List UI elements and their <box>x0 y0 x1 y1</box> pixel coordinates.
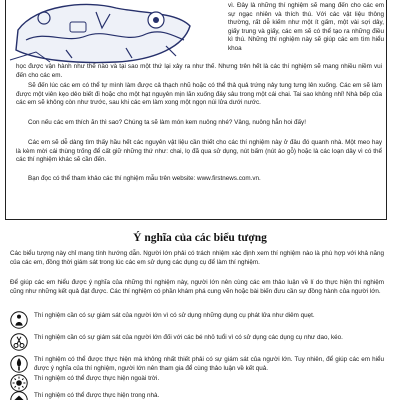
intro-text-right: vì. Đây là những thí nghiệm sẽ mang đến cho các em sự ngạc nhiên và thích thú. Với các vật liệu thông thường, rất dễ kiếm như một ít gấm, một vài sợi dây, giấy trung và giấy, các em sẽ có thể tạo ra những điều kì thú. Những thí nghiệm này sẽ giúp các em tìm hiểu khoa <box>228 2 384 52</box>
symbol-text-flame: Thí nghiệm có thể được thực hiện mà không nhất thiết phải có sự giám sát của người lớn. Tuy nhiên, để giúp các em hiểu được ý nghĩa của thí nghiệm, người lớn nên tham gia để cùng thảo luận về kết quả. <box>34 356 384 372</box>
intro-text-continued: học được vận hành như thế nào và tại sao một thứ lại xảy ra như thế. Nhưng trên hết là các thí nghiệm sẽ mang nhiều niềm vui đến cho các em. <box>16 63 382 79</box>
section-paragraph-1: Các biểu tượng này chỉ mang tính hướng dẫn. Người lớn phải có trách nhiệm xác định xem thí nghiệm nào là phù hợp với khả năng của các em, đồng thời giám sát trong lúc các em sử dụng các dụng cụ để làm thí nghiệm. <box>10 250 384 266</box>
section-title: Ý nghĩa của các biểu tượng <box>133 232 267 244</box>
symbol-row-house <box>8 391 386 400</box>
paragraph-ice-cream: Con nếu các em thích ăn thì sao? Chúng ta sẽ làm món kem nuông nhé? Vâng, nuông hẳn hoi đấy! <box>28 119 306 126</box>
symbol-row-adult <box>8 311 386 333</box>
intro-frame <box>5 0 387 220</box>
cartoon-illustration <box>6 0 194 64</box>
paragraph-experiments: Sẽ đến lúc các em có thể tự mình làm được cả thạch nhũ hoặc có thể thả quả trứng nảy tung tưng lên xuống. Các em sẽ làm được một viên kẹo dẻo biết đi hoặc cho một hạt nguyên mịn lăn xuống đáy sâu trong một cái chai. Tai sao không nhỉ! Nhà bếp của các em sẽ không còn như trước, sau khi các em làm xong một ngọn núi lửa dưới nước. <box>16 82 382 107</box>
scissors-icon <box>10 333 28 351</box>
paragraph-materials: Các em sẽ dễ dàng tìm thấy hầu hết các nguyên vật liệu cần thiết cho các thí nghiệm này ở đâu đó quanh nhà. Một meo hay là kèm mời cái thùng trống để cất giữ những thứ như: chai, lọ đã qua sử dụng, nút bấm (nút áo gỗ) hoặc là các loạn dây vì có thể các thí nghiệm khác sẽ cần đến. <box>16 139 382 164</box>
adult-helper-icon <box>10 311 28 329</box>
house-icon <box>10 391 28 400</box>
section-paragraph-2: Để giúp các em hiểu được ý nghĩa của những thí nghiệm này, người lớn nên cùng các em thảo luận về lí do thực hiện thí nghiệm cũng như những kết quả đạt được. Các thí nghiệm có phần khám phá cung vẽn hoặc bài biến đưu cần sự đồng hành của người lớn. <box>10 279 384 295</box>
sun-icon <box>10 374 28 392</box>
symbol-text-sun: Thí nghiệm có thể được thực hiện ngoài trời. <box>34 375 160 382</box>
flame-icon <box>10 355 28 373</box>
paragraph-website: Bạn đọc có thể tham khảo các thí nghiệm mẫu trên website: www.firstnews.com.vn. <box>28 175 261 182</box>
symbol-text-house: Thí nghiệm có thể được thực hiện trong nhà. <box>34 392 160 399</box>
symbol-row-scissors <box>8 333 386 355</box>
symbol-text-scissors: Thí nghiệm cần có sự giám sát của người lớn đối với các bé nhỏ tuổi vì có sử dụng các dụng cụ như dao, kéo. <box>34 334 343 341</box>
symbol-text-adult: Thí nghiệm cần có sự giám sát của người lớn vì có sử dụng những dụng cụ phát lửa như diêm quẹt. <box>34 312 315 319</box>
